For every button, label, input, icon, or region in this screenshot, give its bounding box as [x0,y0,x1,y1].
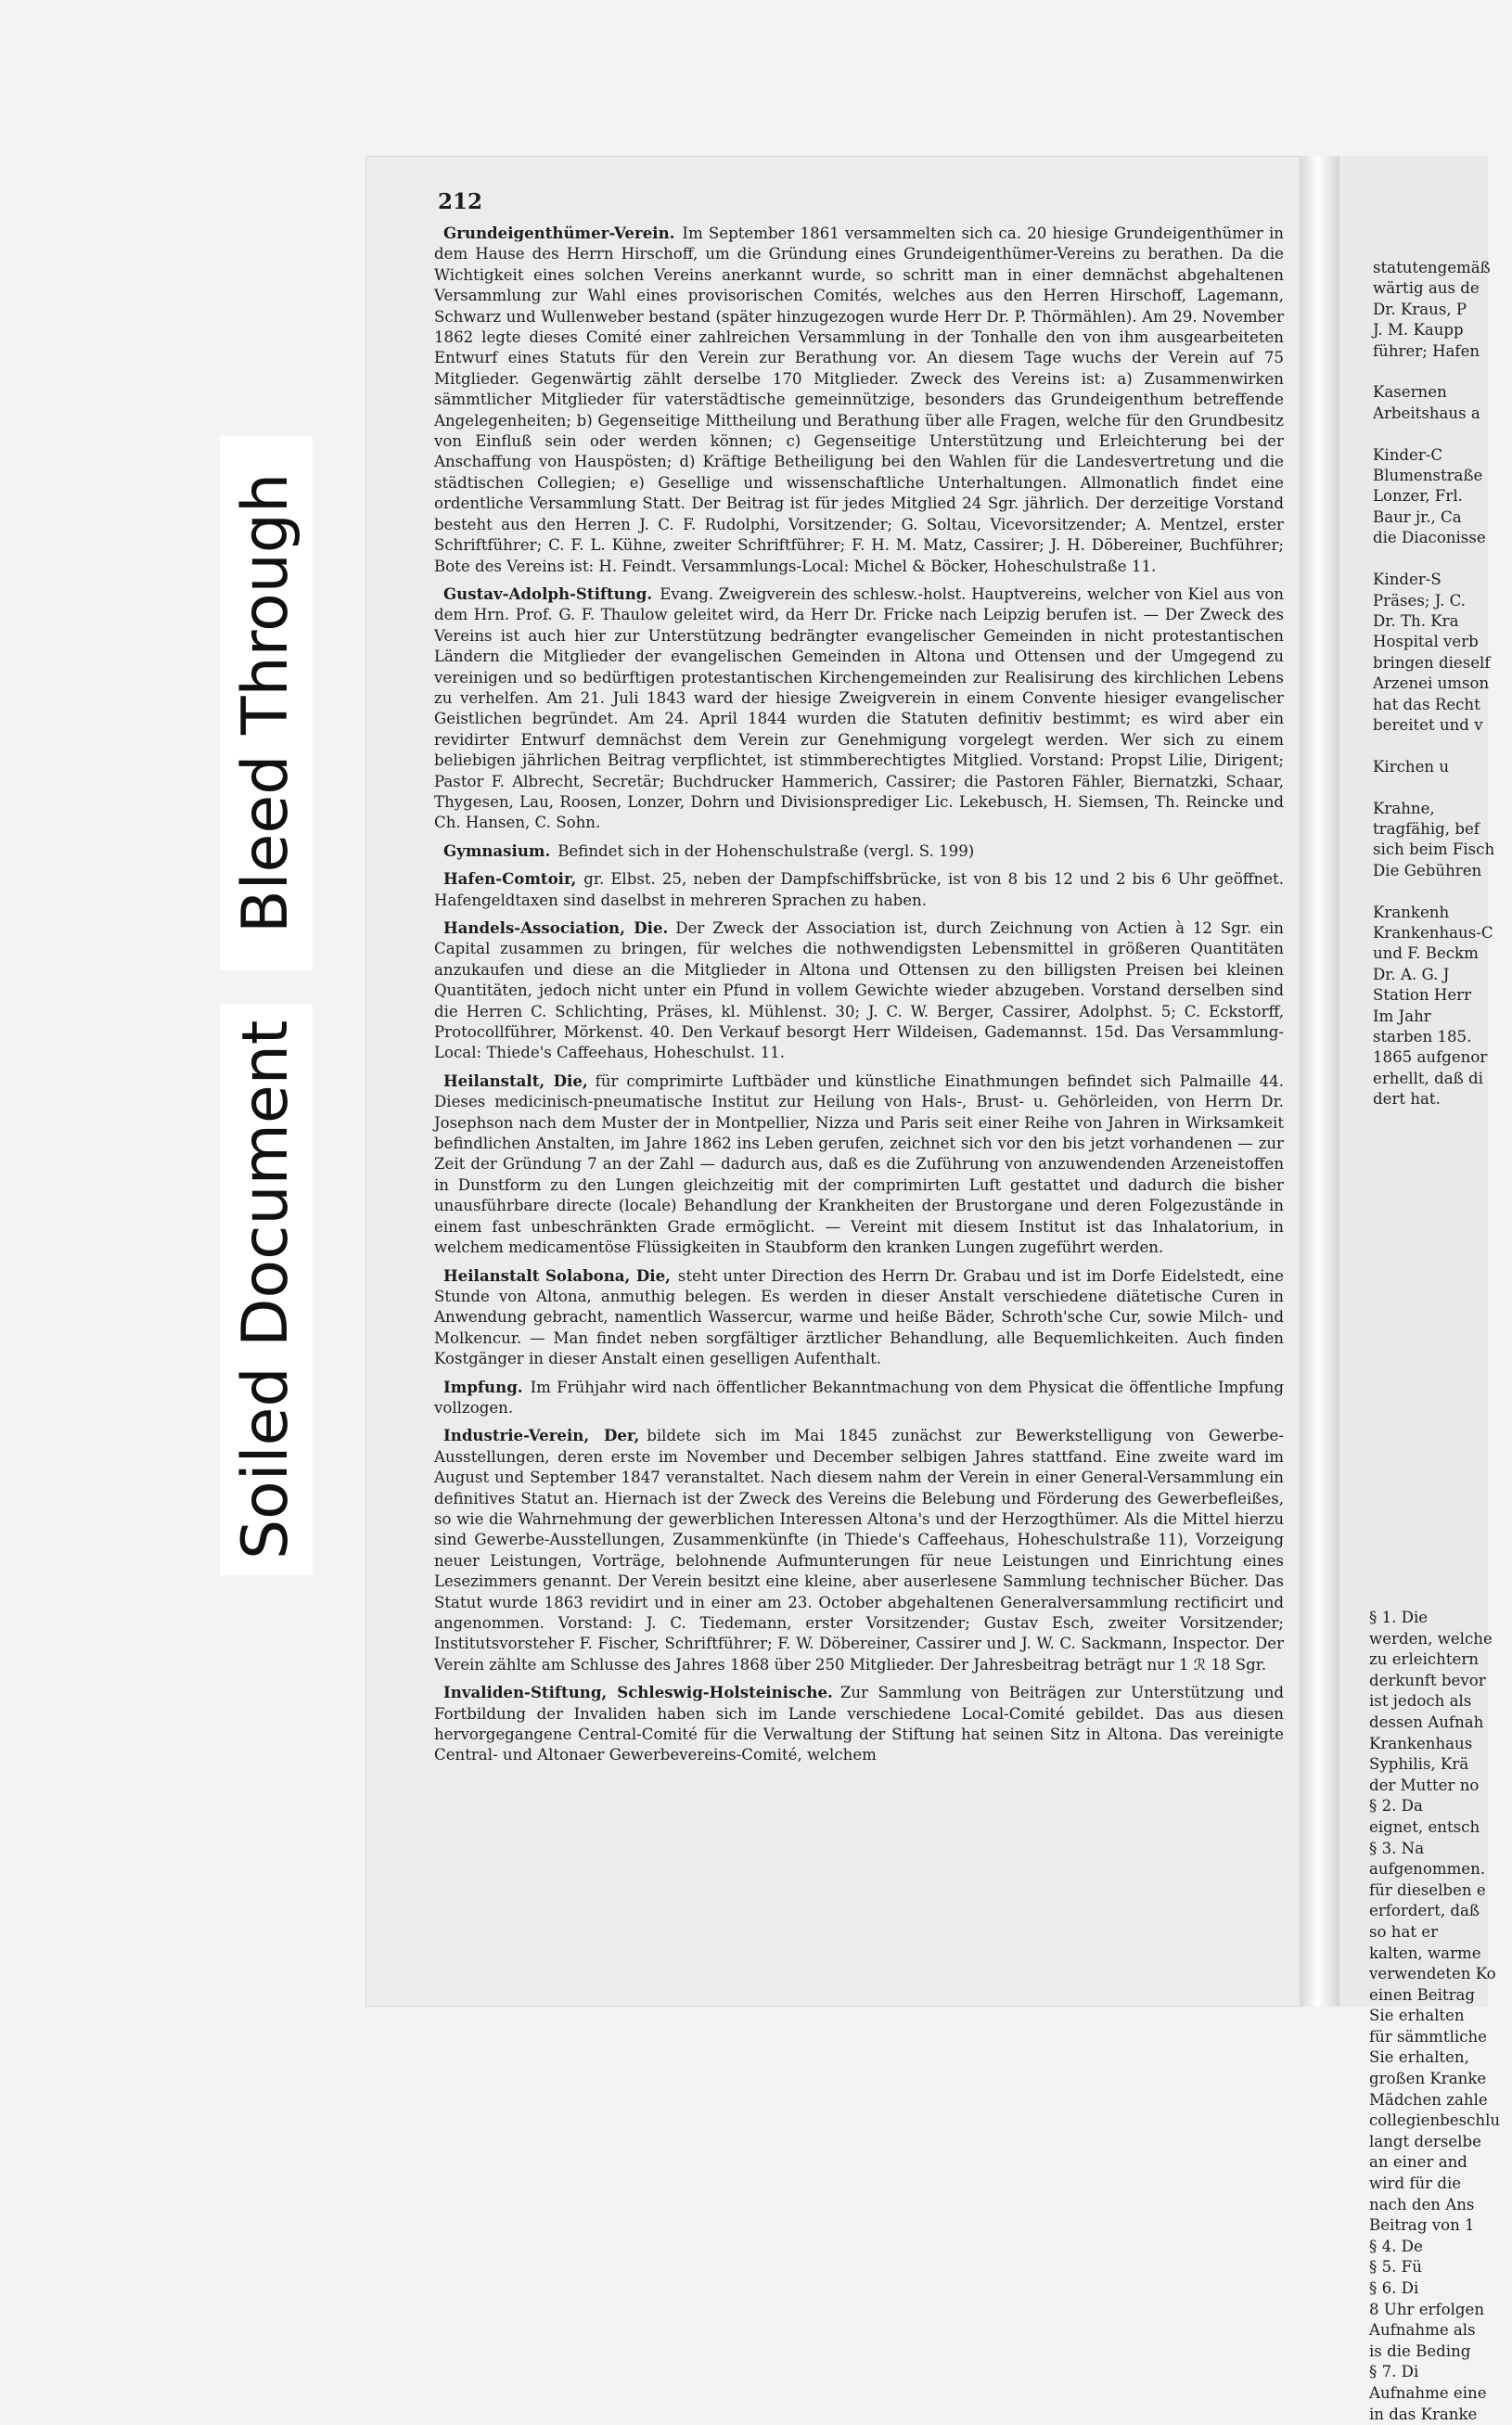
facing-page-line: ist jedoch als [1369,1692,1472,1711]
annotation-labels [211,436,321,1596]
facing-page-line: Station Herr [1373,986,1472,1005]
facing-page-line: bringen dieself [1373,653,1491,672]
entry-text: Im Frühjahr wird nach öffentlicher Bekanntmachung von dem Physicat die öffentliche Impfung vollzogen. [434,1378,1284,1417]
facing-page-line [1373,362,1512,382]
facing-page-line: starben 185. [1373,1028,1472,1046]
facing-page-line: Arzenei umson [1373,674,1490,693]
entry-text: Evang. Zweigverein des schlesw.-holst. Hauptvereins, welcher von Kiel aus von dem Hrn. Prof. G. F. Thaulow geleitet wird, da Herr Dr. Fricke nach Leipzig berufen ist. — Der Zweck des Vereins ist auch hier zur Unterstützung bedrängter evangelischer Gemeinden in nicht protestantischen Ländern die Mitglieder der evangelischen Gemeinden in Altona und Ottensen und der Umgegend zu vereinigen und so bedürftigen protestantischen Kirchengemeinden zur Realisirung des kirchlichen Lebens zu verhelfen. Am 21. Juli 1843 ward der hiesige Zweigverein in einem Convente hiesiger evangelischer Geistlichen begründet. Am 24. April 1844 wurden die Statuten definitiv bestimmt; es wird aber ein revidirter Entwurf demnächst dem Verein zur Genehmigung vorgelegt werden. Wer sich zu einem beliebigen jährlichen Beitrag verpflichtet, ist stimmberechtigtes Mitglied. Vorstand: Propst Lilie, Dirigent; Pastor F. Albrecht, Secretär; Buchdrucker Hammerich, Cassirer; die Pastoren Fähler, Biernatzki, Schaar, Thygesen, Lau, Roosen, Lonzer, Dohrn und Divisionsprediger Lic. Lekebusch, H. Siemsen, Th. Reincke und Ch. Hansen, C. Sohn. [434,584,1284,832]
entry [434,917,1284,1064]
facing-page-line: Lonzer, Frl. [1373,487,1463,506]
facing-page-line: verwendeten Ko [1369,1965,1496,1983]
facing-page-line: § 1. Die [1369,1609,1429,1626]
facing-page-line: wird für die [1369,2175,1462,2193]
facing-page-line: Aufnahme eine [1369,2383,1487,2402]
facing-page-line: aufgenommen. [1369,1860,1486,1879]
facing-page-line: Beitrag von 1 [1369,2216,1475,2235]
entry-text: für comprimirte Luftbäder und künstliche Einathmungen befindet sich Palmaille 44. Dieses medicinisch-pneumatische Institut zur Heilung von Hals-, Brust- u. Gehörleiden, von Herrn Dr. Josephson nach dem Muster der in Montpellier, Nizza und Paris seit einer Reihe von Jahren in Wirksamkeit befindlichen Anstalten, im Jahre 1862 ins Leben gerufen, zeichnet sich vor den bis jetzt vorhandenen — zur Zeit der Gründung 7 an der Zahl — dadurch aus, daß es die Zuführung von anzuwendenden Arzeneistoffen in Dunstform zu den Lungen gleichzeitig mit der comprimirten Luft gestattet und dadurch die bisher unausführbare directe (locale) Behandlung der Krankheiten der Brustorgane und deren Folgezustände in einem fast unbeschränkten Grade ermöglicht. — Vereint mit diesem Institut ist das Inhalatorium, in welchem medicamentöse Flüssigkeiten in Staubform den kranken Lungen zugeführt werden. [434,1071,1284,1257]
facing-page-line: Sie erhalten, [1369,2048,1469,2067]
entry [434,584,1284,834]
entry-title: Grundeigenthümer-Verein. [443,224,675,242]
facing-page-line: Kasernen [1373,383,1447,402]
facing-page [1339,156,1501,2423]
facing-page-line: einen Beitrag [1369,1985,1476,2004]
facing-page-line: dert hat. [1373,1090,1441,1109]
entry-title: Heilanstalt Solabona, Die, [443,1265,671,1285]
entry-title: Gymnasium. [443,840,551,860]
facing-page-line: die Diaconisse [1373,529,1486,547]
facing-page-line: für dieselben e [1369,1880,1486,1899]
facing-page-line: bereitet und v [1373,715,1483,734]
facing-page-line: so hat er [1369,1922,1439,1941]
entry [434,840,1284,862]
entry-title: Impfung. [443,1377,523,1396]
facing-page-line: Mädchen zahle [1369,2090,1488,2109]
facing-page-line: Dr. A. G. J [1373,965,1450,983]
entry [434,223,1284,577]
facing-page-line: führer; Hafen [1373,341,1480,360]
entry-text: bildete sich im Mai 1845 zunächst zur Bewerkstelligung von Gewerbe-Ausstellungen, deren erste im November und December selbigen Jahres stattfand. Eine zweite ward im August und September 1847 veranstaltet. Nach diesem nahm der Verein in einer General-Versammlung ein definitives Statut an. Hiernach ist der Zweck des Vereins die Belebung und Förderung des Gewerbefleißes, so wie die Wahrnehmung der gewerblichen Interessen Altona's und der Herzogthümer. Als die Mittel hierzu sind Gewerbe-Ausstellungen, Zusammenkünfte (in Thiede's Caffeehaus, Hoheschulstraße 11), Vorzeigung neuer Leistungen, Vorträge, belohnende Aufmunterungen für neue Leistungen und Einrichtung eines Lesezimmers genannt. Der Verein besitzt eine kleine, aber auserlesene Sammlung technischer Bücher. Das Statut wurde 1863 revidirt und in einer am 23. October abgehaltenen Generalversammlung rectificirt und angenommen. Vorstand: J. C. Tiedemann, erster Vorsitzender; Gustav Esch, zweiter Vorsitzender; Institutsvorsteher F. Fischer, Schriftführer; F. W. Döbereiner, Cassirer und J. W. C. Sackmann, Inspector. Der Verein zählte am Schlusse des Jahres 1868 über 250 Mitglieder. Der Jahresbeitrag beträgt nur 1 ℛ 18 Sgr. [434,1427,1284,1674]
facing-page-line: § 5. Fü [1369,2258,1422,2277]
facing-page-line: § 3. Na [1369,1839,1425,1857]
facing-page-upper-text [1373,258,1512,1110]
entry-text: steht unter Direction des Herrn Dr. Grabau und ist im Dorfe Eidelstedt, eine Stunde von Altona, anmuthig belegen. Es werden in dieser Anstalt verschiedene diätetische Curen in Anwendung gebracht, namentlich Wassercur, warme und heiße Bäder, Schroth'sche Cur, sowie Milch- und Molkencur. — Man findet neben sorgfältiger ärztlicher Behandlung, alle Bequemlichkeiten. Auch finden Kostgänger in dieser Anstalt einen geselligen Aufenthalt. [434,1266,1285,1368]
entry-text: Im September 1861 versammelten sich ca. 20 hiesige Grundeigenthümer in dem Hause des Herrn Hirschoff, um die Gründung eines Grundeigenthümer-Vereins zu berathen. Da die Wichtigkeit eines solchen Vereins anerkannt wurde, so schritt man in einer demnächst abgehaltenen Versammlung zur Wahl eines provisorischen Comités, welches aus den Herren Hirschoff, Lagemann, Schwarz und Wullenweber bestand (später hinzugezogen wurde Herr Dr. P. Thörmählen). Am 29. November 1862 legte dieses Comité einer zahlreichen Versammlung in der Tonhalle den von ihm ausgearbeiteten Entwurf eines Statuts für den Verein zur Berathung vor. An diesem Tage wuchs der Verein auf 75 Mitglieder. Gegenwärtig zählt derselbe 170 Mitglieder. Zweck des Vereins ist: a) Zusammenwirken sämmtlicher Mitglieder für vaterstädtische gemeinnützige, besonders das Grundeigenthum betreffende Angelegenheiten; b) Gegenseitige Mittheilung und Berathung über alle Fragen, welche für den Grundbesitz von Einfluß sein oder werden können; c) Gegenseitige Unterstützung und Erleichterung bei der Anschaffung von Hauspösten; d) Kräftige Betheiligung bei den Wahlen für die Landesvertretung und die städtischen Collegien; e) Gesellige und wissenschaftliche Unterhaltungen. Allmonatlich findet eine ordentliche Versammlung Statt. Der Beitrag ist für jedes Mitglied 24 Sgr. jährlich. Der derzeitige Vorstand besteht aus den Herren J. C. F. Rudolphi, Vorsitzender; G. Soltau, Vicevorsitzender; A. Mentzel, erster Schriftführer; C. F. L. Kühne, zweiter Schriftführer; F. H. M. Matz, Cassirer; J. H. Döbereiner, Buchführer; Bote des Vereins ist: H. Feindt. Versammlungs-Local: Michel & Böcker, Hoheschulstraße 11. [434,225,1284,575]
facing-page-line: § 2. Da [1369,1797,1423,1816]
facing-page-line: nach den Ans [1369,2195,1475,2213]
facing-page-line: Kirchen u [1373,757,1450,776]
entry [434,1265,1284,1370]
facing-page-line: collegienbeschlu [1369,2111,1501,2130]
entry-text: Zur Sammlung von Beiträgen zur Unterstützung und Fortbildung der Invaliden haben sich im Lande verschiedene Local-Comité gebildet. Das aus diesen hervorgegangene Central-Comité für die Verwaltung der Stiftung hat seinen Sitz in Altona. Das vereinigte Central- und Altonaer Gewerbevereins-Comité, welchem [434,1684,1285,1764]
facing-page-line: Krankenhaus-C [1373,924,1493,942]
entry-title: Invaliden-Stiftung, Schleswig-Holsteinische. [443,1683,833,1702]
facing-page-line: Dr. Th. Kra [1373,611,1459,630]
entry [434,868,1284,911]
facing-page-line: erhellt, daß di [1373,1069,1483,1087]
facing-page-line: Dr. Kraus, P [1373,300,1467,318]
facing-page-line: Blumenstraße [1373,467,1483,485]
book-gutter [1301,156,1339,2007]
facing-page-line: Sie erhalten [1369,2007,1465,2025]
entry-title: Heilanstalt, Die, [443,1071,588,1090]
facing-page-line: § 7. Di [1369,2363,1419,2381]
facing-page-line: sich beim Fisch [1373,840,1495,859]
facing-page-lower-text [1369,1608,1508,2425]
facing-page-line: Hospital verb [1373,633,1479,651]
facing-page-line: Präses; J. C. [1373,591,1466,609]
entry [434,1377,1284,1419]
entry-text: Befindet sich in der Hohenschulstraße (vergl. S. 199) [557,841,975,860]
facing-page-line: § 4. De [1369,2237,1423,2255]
facing-page-line: großen Kranke [1369,2070,1487,2088]
facing-page-line: Kinder-C [1373,445,1443,464]
facing-page-line: Krahne, [1373,799,1435,817]
facing-page-line: Im Jahr [1373,1007,1431,1025]
entry-title: Industrie-Verein, Der, [443,1426,640,1445]
facing-page-line: is die Beding [1369,2342,1471,2360]
facing-page-line [1373,549,1512,570]
facing-page-line: Krankenh [1373,903,1450,921]
entry-title: Hafen-Comtoir, [443,869,577,889]
facing-page-line: kalten, warme [1369,1944,1481,1962]
facing-page-line [1373,424,1512,444]
facing-page-line: langt derselbe [1369,2132,1481,2150]
facing-page-line [1373,881,1512,902]
facing-page-line: derkunft bevor [1369,1671,1486,1689]
soiled-document-label: Soiled Document [220,1004,313,1575]
facing-page-line: erfordert, daß [1369,1902,1480,1920]
entry-list [434,223,1284,1773]
facing-page-line: der Mutter no [1369,1776,1480,1794]
bleed-through-label: Bleed Through [220,436,313,970]
facing-page-line: und F. Beckm [1373,944,1479,963]
facing-page-line: Baur jr., Ca [1373,507,1462,526]
entry [434,1682,1284,1766]
facing-page-line: Arbeitshaus a [1373,404,1480,422]
facing-page-line [1373,736,1512,756]
book-page [365,156,1301,2007]
facing-page-line: § 6. Di [1369,2279,1419,2297]
entry-text: Der Zweck der Association ist, durch Zeichnung von Actien à 12 Sgr. ein Capital zusammen zu bringen, für welches die nothwendigsten Lebensmittel in größeren Quantitäten anzukaufen und diese an die Mitglieder in Altona und Ottensen zu den billigsten Preisen bei kleinen Quantitäten, jedoch nicht unter ein Pfund in vollem Gewichte wieder abzugeben. Vorstand derselben sind die Herren C. Schlichting, Präses, kl. Mühlenst. 30; J. C. W. Berger, Cassirer, Adolphst. 5; C. Eckstorff, Protocollführer, Mörkenst. 40. Den Verkauf besorgt Herr Wildeisen, Gademannst. 15d. Das Versammlung-Local: Thiede's Caffeehaus, Hoheschulst. 11. [434,919,1284,1062]
entry-text: gr. Elbst. 25, neben der Dampfschiffsbrücke, ist von 8 bis 12 und 2 bis 6 Uhr geöffnet. Hafengeldtaxen sind daselbst in mehreren Sprachen zu haben. [434,870,1284,909]
entry [434,1425,1284,1675]
facing-page-line: zu erleichtern [1369,1650,1479,1669]
page-number: 212 [438,189,483,214]
facing-page-line: Krankenhaus [1369,1734,1473,1752]
facing-page-line: in das Kranke [1369,2405,1478,2423]
facing-page-line: 1865 aufgenor [1373,1048,1488,1067]
facing-page-line: an einer and [1369,2153,1467,2172]
facing-page-line: eignet, entsch [1369,1817,1480,1836]
facing-page-line: werden, welche [1369,1629,1493,1648]
facing-page-line: für sämmtliche [1369,2027,1487,2046]
entry-title: Handels-Association, Die. [443,918,669,937]
entry-title: Gustav-Adolph-Stiftung. [443,584,653,603]
facing-page-line: Syphilis, Krä [1369,1755,1469,1774]
facing-page-line: Die Gebühren [1373,861,1482,879]
facing-page-line [1373,777,1512,798]
facing-page-line: 8 Uhr erfolgen [1369,2300,1485,2318]
facing-page-line: tragfähig, bef [1373,819,1480,838]
entry [434,1071,1284,1259]
facing-page-line: J. M. Kaupp [1373,321,1464,340]
facing-page-line: statutengemäß [1373,259,1491,276]
facing-page-line: wärtig aus de [1373,279,1480,298]
facing-page-line: Kinder-S [1373,571,1442,589]
facing-page-line: dessen Aufnah [1369,1713,1484,1731]
facing-page-line: Aufnahme als [1369,2321,1476,2340]
facing-page-line: hat das Recht [1373,695,1480,713]
